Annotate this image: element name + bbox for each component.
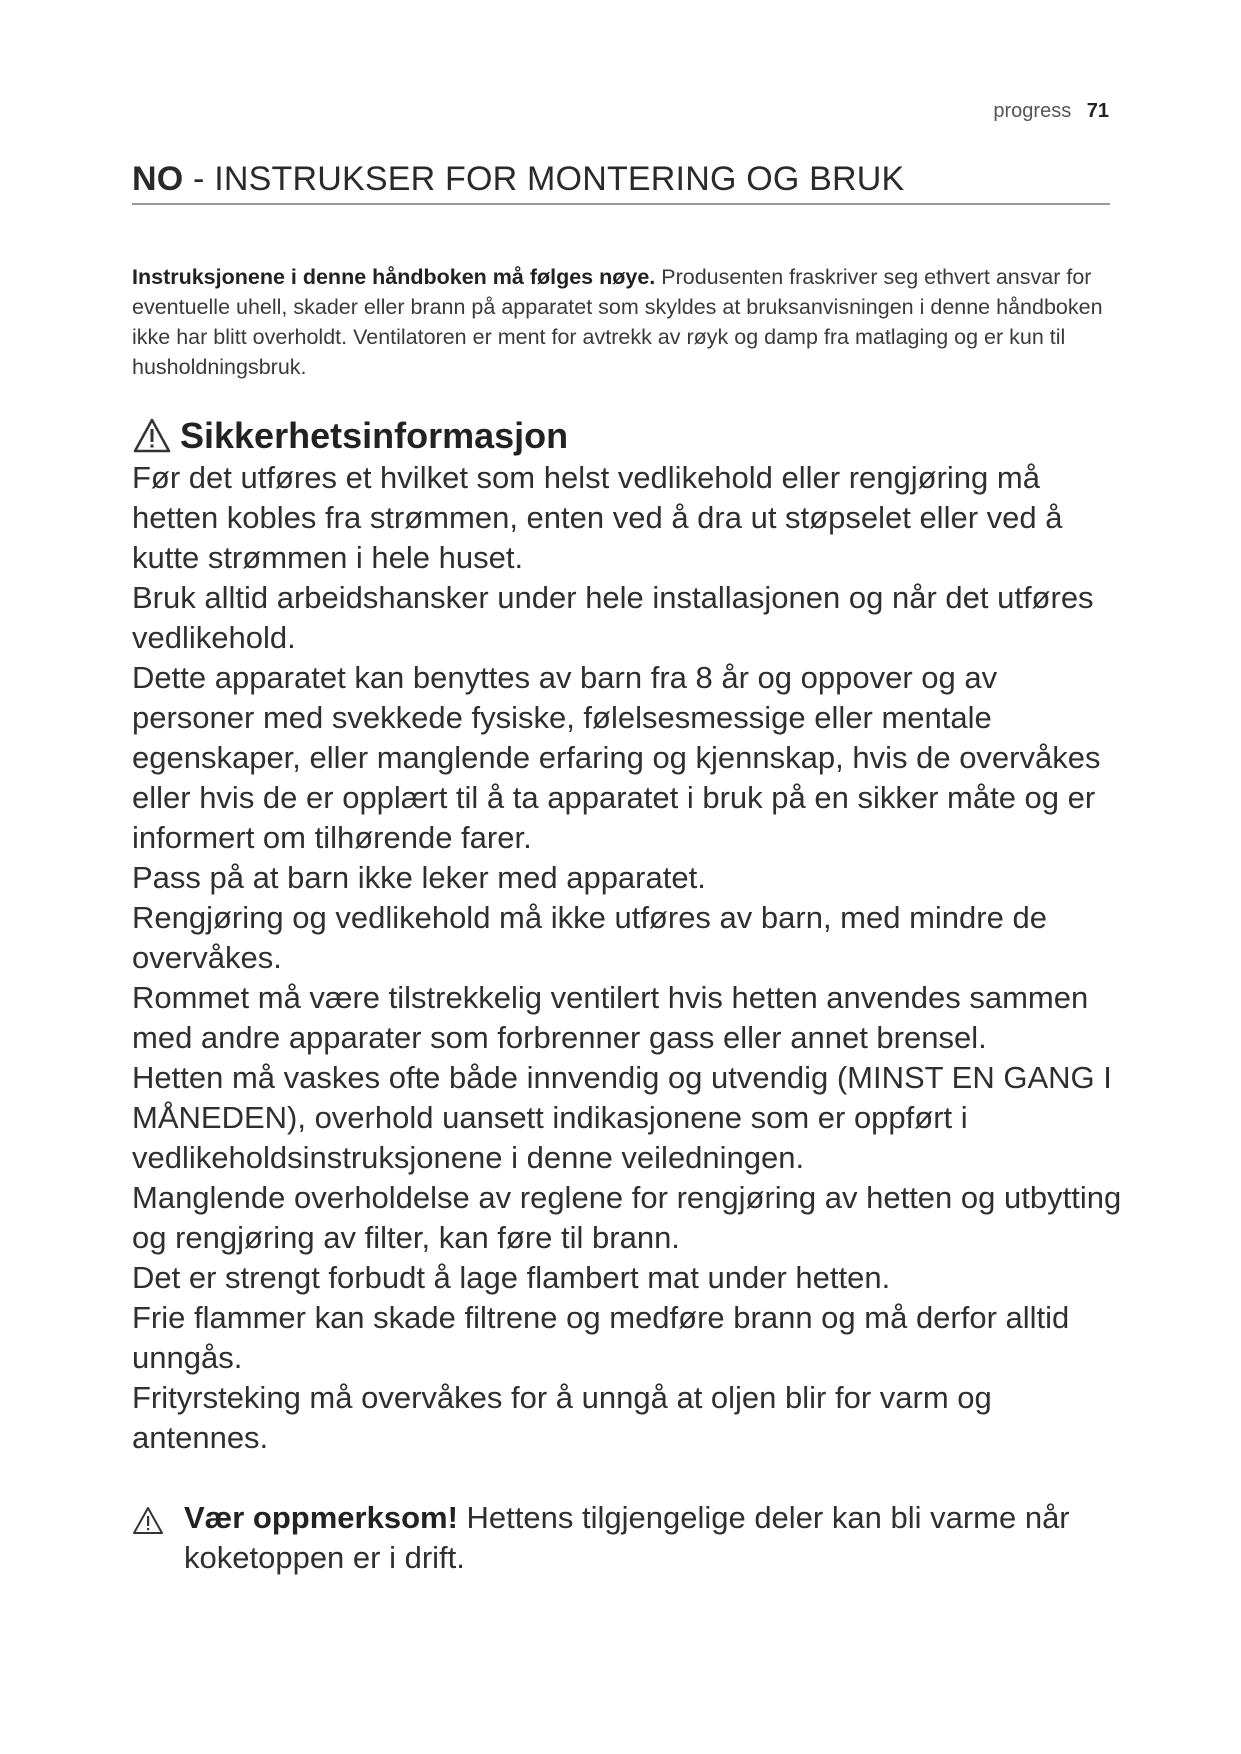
warning-triangle-icon [132, 1506, 164, 1536]
safety-paragraphs [132, 458, 1122, 1458]
note-text: Hettens tilgjengelige deler kan bli varme når koketoppen er i drift. [184, 1500, 1070, 1575]
safety-paragraph: Dette apparatet kan benyttes av barn fra 8 år og oppover og av personer med svekkede fysiske, følelsesmessige eller mentale egenskaper, eller manglende erfaring og kjennskap, hvis de overvåkes eller hvis de er opplært til å ta apparatet i bruk på en sikker måte og er informert om tilhørende farer. [132, 660, 1101, 855]
warning-triangle-icon [132, 417, 172, 455]
page-header [993, 100, 1109, 123]
title-text: - INSTRUKSER FOR MONTERING OG BRUK [183, 160, 905, 198]
caution-note [132, 1498, 1112, 1578]
note-bold: Vær oppmerksom! [184, 1500, 458, 1535]
safety-paragraph: Bruk alltid arbeidshansker under hele installasjonen og når det utføres vedlikehold. [132, 580, 1094, 655]
safety-paragraph: Rengjøring og vedlikehold må ikke utføres av barn, med mindre de overvåkes. [132, 900, 1047, 975]
safety-paragraph: Pass på at barn ikke leker med apparatet. [132, 860, 706, 895]
page-number: 71 [1086, 100, 1109, 122]
safety-paragraph: Hetten må vaskes ofte både innvendig og utvendig (MINST EN GANG I MÅNEDEN), overhold uansett indikasjonene som er oppført i vedlikeholdsinstruksjonene i denne veiledningen. [132, 1060, 1112, 1175]
intro-text: Produsenten fraskriver seg ethvert ansvar for eventuelle uhell, skader eller brann på apparatet som skyldes at bruksanvisningen i denne håndboken ikke har blitt overholdt. Ventilatoren er ment for avtrekk av røyk og damp fra matlaging og er kun til husholdningsbruk. [132, 265, 1103, 379]
safety-paragraph: Manglende overholdelse av reglene for rengjøring av hetten og utbytting og rengjøring av filter, kan føre til brann. [132, 1180, 1122, 1255]
safety-paragraph: Frie flammer kan skade filtrene og medføre brann og må derfor alltid unngås. [132, 1300, 1070, 1375]
safety-paragraph: Før det utføres et hvilket som helst vedlikehold eller rengjøring må hetten kobles fra strømmen, enten ved å dra ut støpselet eller ved å kutte strømmen i hele huset. [132, 460, 1063, 575]
language-code: NO [132, 160, 184, 198]
safety-paragraph: Det er strengt forbudt å lage flambert mat under hetten. [132, 1260, 891, 1295]
safety-paragraph: Rommet må være tilstrekkelig ventilert hvis hetten anvendes sammen med andre apparater som forbrenner gass eller annet brensel. [132, 980, 1089, 1055]
page-title [132, 160, 1110, 205]
safety-paragraph: Frityrsteking må overvåkes for å unngå at oljen blir for varm og antennes. [132, 1380, 992, 1455]
section-heading [132, 415, 568, 457]
brand-name: progress [993, 100, 1072, 122]
intro-bold: Instruksjonene i denne håndboken må følges nøye. [132, 265, 656, 289]
intro-paragraph [132, 262, 1112, 382]
section-heading-text: Sikkerhetsinformasjon [180, 415, 569, 456]
